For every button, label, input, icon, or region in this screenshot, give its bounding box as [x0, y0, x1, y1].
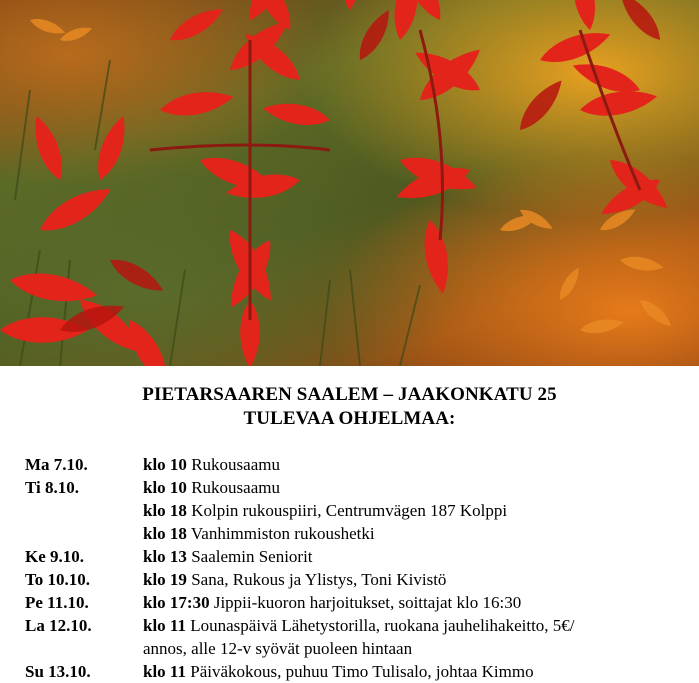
schedule-day: La 12.10.: [25, 616, 92, 635]
schedule-time: klo 11: [143, 662, 186, 681]
schedule-time: klo 18: [143, 501, 187, 520]
schedule-day: To 10.10.: [25, 570, 91, 589]
schedule-row: [0, 453, 699, 476]
schedule-text: Kolpin rukouspiiri, Centrumvägen 187 Kolppi: [191, 501, 508, 520]
schedule-text: Rukousaamu: [191, 455, 280, 474]
schedule-day: Ma 7.10.: [25, 455, 88, 474]
schedule-event: [143, 591, 521, 614]
schedule-row: [0, 660, 699, 683]
schedule-row: [0, 545, 699, 568]
schedule-event: [143, 545, 313, 568]
schedule-event: [143, 453, 280, 476]
schedule-event: [143, 499, 507, 522]
schedule-event: [143, 614, 575, 637]
schedule-day: Pe 11.10.: [25, 593, 89, 612]
church-title: PIETARSAAREN SAALEM – JAAKONKATU 25: [142, 384, 557, 405]
schedule-row: [0, 476, 699, 499]
schedule-time: klo 17:30: [143, 593, 210, 612]
schedule-row: [0, 591, 699, 614]
schedule-row: [0, 522, 699, 545]
schedule-event: [143, 568, 446, 591]
schedule-text: Rukousaamu: [191, 478, 280, 497]
schedule-text: Jippii-kuoron harjoitukset, soittajat klo 16:30: [213, 593, 522, 612]
schedule-text: Vanhimmiston rukoushetki: [190, 524, 375, 543]
schedule-text: Päiväkokous, puhuu Timo Tulisalo, johtaa Kimmo: [190, 662, 534, 681]
schedule-day: Ke 9.10.: [25, 547, 85, 566]
schedule-event: [143, 522, 375, 545]
schedule-row: [0, 637, 699, 660]
schedule-event: [143, 660, 534, 683]
schedule-day: Su 13.10.: [25, 662, 91, 681]
schedule-text: Saalemin Seniorit: [191, 547, 313, 566]
schedule-text: Lounaspäivä Lähetystorilla, ruokana jauhelihakeitto, 5€/: [190, 616, 575, 635]
schedule-day: Ti 8.10.: [25, 478, 80, 497]
schedule-row: [0, 614, 699, 637]
schedule-row: [0, 568, 699, 591]
schedule-time: klo 11: [143, 616, 186, 635]
schedule-time: klo 19: [143, 570, 187, 589]
schedule-row: [0, 499, 699, 522]
schedule-text: Sana, Rukous ja Ylistys, Toni Kivistö: [191, 570, 447, 589]
schedule-event: [143, 637, 412, 660]
schedule-time: klo 18: [143, 524, 187, 543]
program-subtitle: TULEVAA OHJELMAA:: [243, 408, 456, 429]
schedule-event: [143, 476, 280, 499]
schedule-time: klo 10: [143, 478, 187, 497]
schedule-time: klo 13: [143, 547, 187, 566]
schedule-time: klo 10: [143, 455, 187, 474]
schedule-text: annos, alle 12-v syövät puoleen hintaan: [143, 639, 413, 658]
